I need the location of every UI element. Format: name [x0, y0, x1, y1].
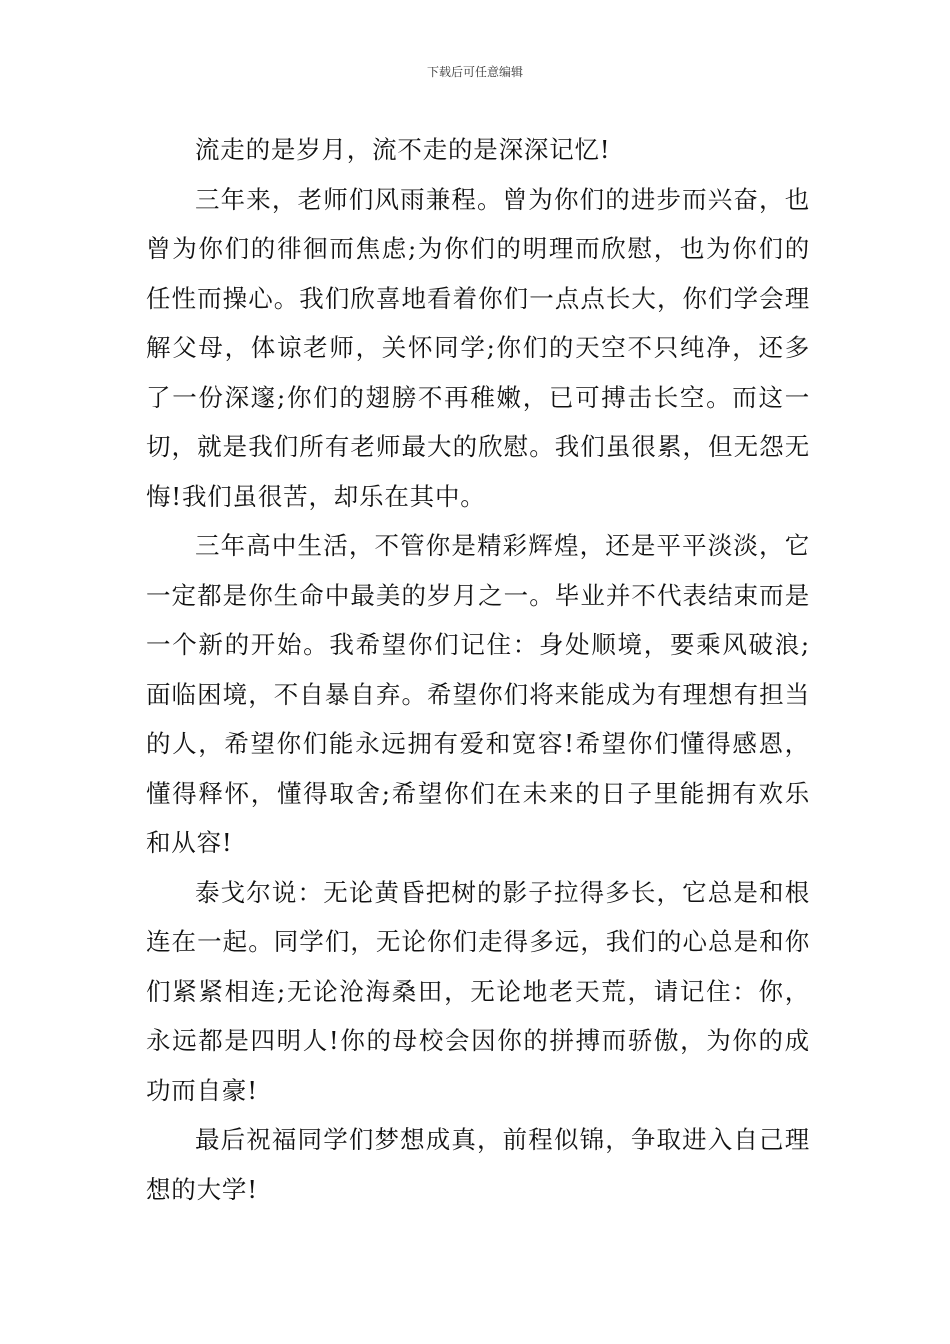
- page-header: 下载后可任意编辑: [426, 65, 523, 79]
- paragraph-1: 流走的是岁月，流不走的是深深记忆!: [195, 135, 611, 164]
- paragraph-3: 三年高中生活，不管你是精彩辉煌，还是平平淡淡，它一定都是你生命中最美的岁月之一。毕业并不代表结束而是一个新的开始。我希望你们记住：身处顺境，要乘风破浪;面临困境，不自暴自弃。希望你们将来能成为有理想有担当的人，希望你们能永远拥有爱和宽容!希望你们懂得感恩，懂得释怀，懂得取舍;希望你们在未来的日子里能拥有欢乐和从容!: [146, 531, 810, 857]
- paragraph-2: 三年来，老师们风雨兼程。曾为你们的进步而兴奋，也曾为你们的徘徊而焦虑;为你们的明理而欣慰，也为你们的任性而操心。我们欣喜地看着你们一点点长大，你们学会理解父母，体谅老师，关怀同学;你们的天空不只纯净，还多了一份深邃;你们的翅膀不再稚嫩，已可搏击长空。而这一切，就是我们所有老师最大的欣慰。我们虽很累，但无怨无悔!我们虽很苦，却乐在其中。: [146, 184, 810, 511]
- document-body: [146, 125, 810, 1214]
- paragraph-5: 最后祝福同学们梦想成真，前程似锦，争取进入自己理想的大学!: [146, 1125, 810, 1204]
- paragraph-4: 泰戈尔说：无论黄昏把树的影子拉得多长，它总是和根连在一起。同学们，无论你们走得多远，我们的心总是和你们紧紧相连;无论沧海桑田，无论地老天荒，请记住：你，永远都是四明人!你的母校会因你的拼搏而骄傲，为你的成功而自豪!: [146, 877, 810, 1105]
